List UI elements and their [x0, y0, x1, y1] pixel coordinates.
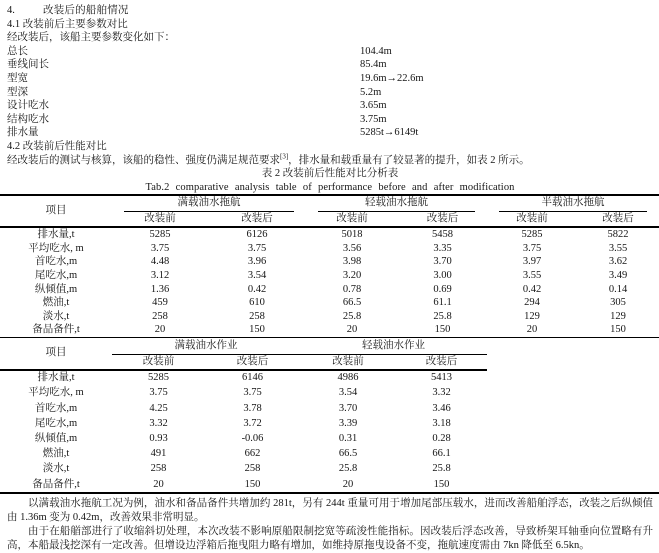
cell-value: -0.06 — [241, 433, 264, 444]
cell-value: 0.78 — [342, 283, 362, 295]
cell-empty — [487, 462, 659, 477]
table2-group-light-operation: 轻载油水作业 — [300, 338, 487, 355]
table-row — [0, 309, 659, 323]
cell-value: 258 — [244, 463, 261, 475]
table-row — [0, 370, 659, 386]
param-label: 型深 — [7, 86, 28, 98]
cell-value: 3.62 — [608, 256, 628, 268]
params-list — [7, 45, 653, 140]
cell-value: 3.70 — [338, 402, 358, 414]
cell-value: 129 — [524, 310, 540, 322]
cell-value: 258 — [150, 463, 167, 475]
cell-value: 610 — [249, 297, 265, 309]
param-row — [7, 58, 653, 72]
cell-value: 3.75 — [150, 242, 170, 254]
param-label: 垂线间长 — [7, 59, 49, 71]
table-row — [0, 462, 659, 477]
param-row — [7, 126, 653, 140]
cell-value: 3.12 — [150, 269, 170, 281]
row-label: 纵倾值,m — [34, 433, 78, 444]
discussion-section — [0, 494, 659, 552]
section-heading-4 — [7, 4, 653, 18]
row-label: 纵倾值,m — [34, 283, 78, 295]
table1-subheader: 改装前 — [306, 212, 398, 227]
cell-value: 6126 — [246, 229, 268, 241]
table2-subheader: 改装后 — [205, 354, 300, 370]
cell-empty — [487, 431, 659, 446]
cell-value: 5285 — [148, 372, 169, 384]
table1-group-full-towing: 满载油水拖航 — [112, 195, 306, 212]
section-title: 改装后的船舶情况 — [43, 5, 129, 16]
cell-value: 4.48 — [150, 256, 170, 268]
param-label: 结构吃水 — [7, 113, 49, 125]
cell-value: 25.8 — [338, 463, 358, 475]
cell-value: 3.97 — [522, 256, 542, 268]
cell-value: 3.75 — [522, 242, 542, 254]
performance-sentence — [7, 154, 653, 168]
performance-table-towing — [0, 194, 659, 337]
table1-item-header: 项目 — [0, 195, 112, 227]
param-row — [7, 72, 653, 86]
cell-value: 3.78 — [243, 402, 262, 414]
table-row — [0, 227, 659, 242]
table-row — [0, 269, 659, 283]
table2-body — [0, 370, 659, 494]
intro-section — [0, 0, 659, 194]
param-row — [7, 86, 653, 100]
row-label: 燃油,t — [42, 297, 70, 309]
cell-value: 25.8 — [433, 310, 452, 322]
table-row — [0, 477, 659, 493]
param-value: 3.75m — [360, 113, 387, 125]
cell-value: 3.32 — [149, 417, 168, 429]
table-row — [0, 447, 659, 462]
cell-value: 4986 — [337, 372, 359, 384]
cell-value: 150 — [610, 324, 626, 336]
cell-value: 3.00 — [433, 269, 452, 281]
table-row — [0, 386, 659, 401]
cell-value: 66.1 — [432, 448, 451, 460]
cell-value: 459 — [152, 297, 168, 309]
row-label: 首吃水,m — [34, 256, 78, 268]
row-label: 首吃水,m — [34, 402, 78, 414]
performance-table-operation — [0, 338, 659, 495]
cell-value: 3.55 — [608, 242, 628, 254]
table-row — [0, 416, 659, 431]
cell-empty — [487, 416, 659, 431]
table-caption-zh: 表 2 改装前后性能对比分析表 — [261, 168, 399, 180]
table-caption-en: Tab.2 comparative analysis table of performance before and after modification — [145, 181, 515, 193]
cell-value: 3.18 — [432, 417, 451, 429]
param-value: 5.2m — [360, 86, 382, 98]
cell-value: 3.72 — [243, 417, 262, 429]
section-number: 4. — [7, 5, 15, 16]
table-row — [0, 255, 659, 269]
cell-value: 25.8 — [342, 310, 362, 322]
row-label: 排水量,t — [37, 372, 75, 384]
param-label: 型宽 — [7, 72, 28, 84]
cell-value: 3.35 — [433, 242, 452, 254]
table2-group-full-operation: 满载油水作业 — [112, 338, 300, 355]
table2-group-header-row — [0, 338, 659, 355]
cell-value: 20 — [153, 478, 164, 490]
section-heading-4-2: 4.2 改装前后性能对比 — [7, 140, 107, 152]
cell-value: 5458 — [432, 229, 453, 241]
cell-empty — [487, 401, 659, 416]
cell-value: 3.46 — [432, 402, 451, 414]
citation-ref: [3] — [280, 152, 289, 161]
row-label: 备品备件,t — [32, 478, 80, 490]
table2-item-header: 项目 — [0, 338, 112, 370]
cell-value: 6146 — [242, 372, 263, 384]
row-label: 尾吃水,m — [34, 269, 78, 281]
cell-empty — [487, 477, 659, 493]
cell-empty — [487, 386, 659, 401]
cell-value: 3.32 — [432, 387, 451, 399]
param-value: 19.6m→22.6m — [360, 72, 424, 84]
cell-value: 20 — [526, 324, 538, 336]
cell-value: 5285 — [149, 229, 171, 241]
cell-value: 305 — [610, 297, 626, 309]
cell-value: 0.42 — [522, 283, 542, 295]
cell-value: 294 — [524, 297, 540, 309]
table-row — [0, 431, 659, 446]
cell-value: 3.75 — [247, 242, 267, 254]
cell-value: 150 — [434, 324, 451, 336]
cell-value: 258 — [249, 310, 265, 322]
performance-sentence-pre: 经改装后的测试与核算，该船的稳性、强度仍满足规范要求 — [7, 154, 280, 166]
cell-value: 3.75 — [243, 387, 262, 399]
cell-value: 1.36 — [150, 283, 170, 295]
cell-value: 150 — [249, 324, 265, 336]
cell-value: 0.28 — [432, 433, 451, 444]
cell-value: 20 — [154, 324, 166, 336]
cell-value: 5822 — [607, 229, 629, 241]
cell-value: 0.31 — [338, 433, 358, 444]
param-row — [7, 45, 653, 59]
table-row — [0, 323, 659, 337]
row-label: 淡水,t — [42, 310, 70, 322]
cell-value: 5285 — [521, 229, 543, 241]
row-label: 平均吃水, m — [28, 387, 84, 399]
cell-value: 66.5 — [342, 297, 362, 309]
table1-subheader: 改装后 — [398, 212, 487, 227]
cell-value: 3.54 — [338, 387, 358, 399]
table1-group-light-towing: 轻载油水拖航 — [306, 195, 487, 212]
table1-group-half-towing: 半载油水拖航 — [487, 195, 659, 212]
cell-value: 61.1 — [433, 297, 452, 309]
cell-value: 129 — [610, 310, 626, 322]
table1-body — [0, 227, 659, 337]
table2-filler — [487, 338, 659, 370]
cell-value: 20 — [346, 324, 358, 336]
table1-subheader: 改装后 — [208, 212, 306, 227]
cell-empty — [487, 370, 659, 386]
table-row — [0, 296, 659, 310]
row-label: 尾吃水,m — [34, 417, 78, 429]
row-label: 排水量,t — [37, 229, 75, 241]
cell-value: 66.5 — [338, 448, 358, 460]
table-row — [0, 242, 659, 256]
cell-empty — [487, 447, 659, 462]
cell-value: 5018 — [341, 229, 363, 241]
param-row — [7, 113, 653, 127]
param-value: 5285t→6149t — [360, 127, 419, 139]
param-row — [7, 99, 653, 113]
section-heading-4-1: 4.1 改装前后主要参数对比 — [7, 18, 128, 30]
param-label: 排水量 — [7, 127, 39, 139]
param-label: 总长 — [7, 45, 28, 57]
cell-value: 3.55 — [522, 269, 542, 281]
cell-value: 20 — [342, 478, 354, 490]
param-label: 设计吃水 — [7, 100, 49, 112]
performance-sentence-post: ，排水量和载重量有了较显著的提升，如表 2 所示。 — [288, 154, 530, 166]
cell-value: 3.70 — [433, 256, 452, 268]
cell-value: 0.42 — [247, 283, 267, 295]
intro-sentence: 经改装后，该船主要参数变化如下： — [7, 32, 175, 44]
row-label: 备品备件,t — [32, 324, 80, 336]
cell-value: 0.93 — [149, 433, 168, 444]
cell-value: 3.75 — [149, 387, 168, 399]
table1-subheader: 改装后 — [577, 212, 659, 227]
cell-value: 150 — [244, 478, 261, 490]
table2-subheader: 改装前 — [300, 354, 396, 370]
table1-subheader: 改装前 — [112, 212, 208, 227]
cell-value: 4.25 — [149, 402, 168, 414]
cell-value: 3.39 — [338, 417, 358, 429]
cell-value: 0.14 — [608, 283, 628, 295]
cell-value: 3.54 — [247, 269, 267, 281]
table1-group-header-row — [0, 195, 659, 212]
table2-subheader: 改装前 — [112, 354, 205, 370]
table2-subheader: 改装后 — [396, 354, 487, 370]
table-row — [0, 401, 659, 416]
table-row — [0, 282, 659, 296]
table1-subheader: 改装前 — [487, 212, 577, 227]
cell-value: 3.98 — [342, 256, 362, 268]
discussion-paragraph-1: 以满载油水拖航工况为例，油水和备品备件共增加约 281t，另有 244t 重量可用于增加尾部压载水，进而改善船舶浮态，改装之后纵倾值由 1.36m 变为 0.42m，改善效果非常明显。 — [7, 498, 653, 523]
cell-value: 5413 — [431, 372, 452, 384]
cell-value: 662 — [244, 448, 261, 460]
param-value: 3.65m — [360, 100, 387, 112]
cell-value: 3.49 — [608, 269, 628, 281]
cell-value: 3.96 — [247, 256, 267, 268]
row-label: 淡水,t — [42, 463, 70, 475]
cell-value: 3.20 — [342, 269, 362, 281]
cell-value: 3.56 — [342, 242, 362, 254]
discussion-paragraph-2: 由于在船艏部进行了收缩斜切处理，本次改装不影响原船限制挖宽等疏浚性能指标。因改装后浮态改善，导致桥架耳轴垂向位置略有升高，本船最浅挖深有一定改善。但增设边浮箱后拖曳阻力略有增加，如维持原拖曳设备不变，拖航速度需由 7kn 降低至 6.5kn。 — [7, 525, 653, 551]
row-label: 燃油,t — [42, 448, 70, 460]
cell-value: 491 — [150, 448, 167, 460]
param-value: 85.4m — [360, 59, 387, 71]
row-label: 平均吃水, m — [28, 242, 84, 254]
cell-value: 25.8 — [432, 463, 451, 475]
cell-value: 0.69 — [433, 283, 452, 295]
param-value: 104.4m — [360, 45, 392, 57]
cell-value: 258 — [152, 310, 168, 322]
cell-value: 150 — [433, 478, 450, 490]
